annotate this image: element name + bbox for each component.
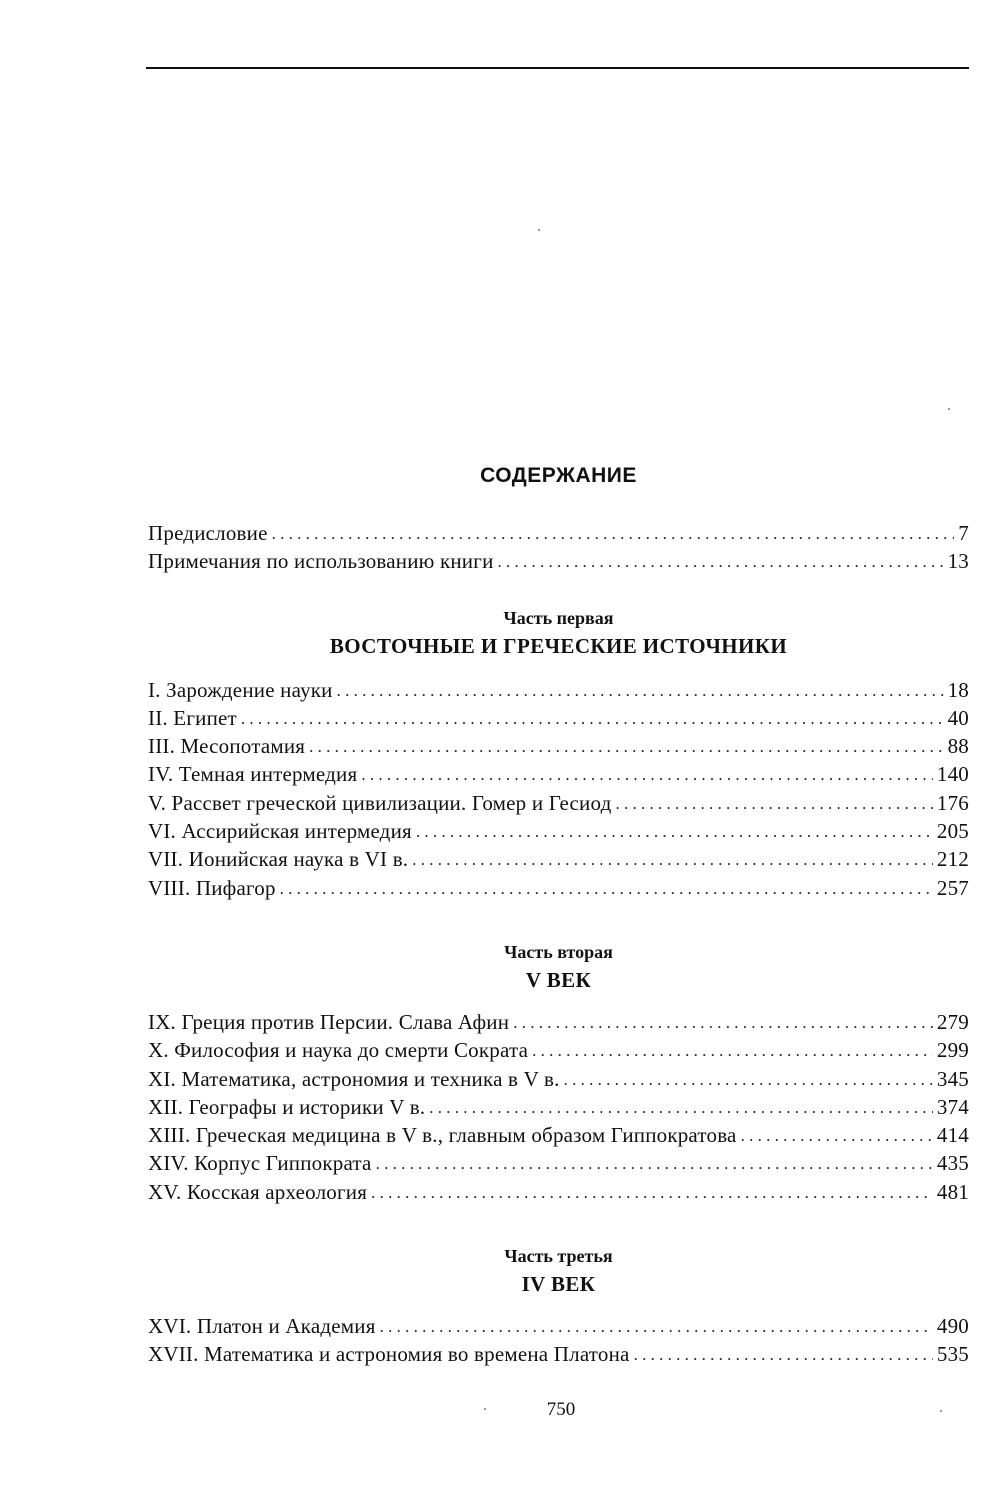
dot-leader xyxy=(498,547,944,575)
toc-entry-label: IV. Темная интермедия xyxy=(148,762,358,787)
toc-entry[interactable] xyxy=(148,1094,969,1122)
dot-leader xyxy=(615,789,932,817)
part-title: V ВЕК xyxy=(525,967,592,992)
toc-entry-label: III. Месопотамия xyxy=(148,734,306,759)
toc-entry[interactable] xyxy=(148,818,969,846)
toc-entry[interactable] xyxy=(148,677,969,705)
toc-entry[interactable] xyxy=(148,1009,969,1037)
dot-leader xyxy=(416,817,933,845)
part-one xyxy=(148,605,969,903)
toc-entry-label: XV. Косская археология xyxy=(148,1179,368,1204)
table-of-contents xyxy=(148,462,969,1370)
toc-entry-page: 374 xyxy=(936,1094,969,1119)
toc-entry-page: 279 xyxy=(936,1009,969,1034)
dot-leader xyxy=(532,1036,933,1064)
toc-entry-page: 414 xyxy=(936,1123,969,1148)
toc-entry[interactable] xyxy=(148,875,969,903)
dot-leader xyxy=(634,1340,933,1368)
dot-leader xyxy=(513,1008,933,1036)
toc-entry-label: I. Зарождение науки xyxy=(148,677,333,702)
toc-entry[interactable] xyxy=(148,520,969,548)
toc-entry-page: 18 xyxy=(947,677,969,702)
dot-leader xyxy=(337,676,944,704)
dot-leader xyxy=(412,845,933,873)
dot-leader xyxy=(376,1149,933,1177)
toc-entry-label: Предисловие xyxy=(148,521,268,545)
toc-entry[interactable] xyxy=(148,1179,969,1207)
part-heading: Часть третья xyxy=(504,1246,613,1267)
toc-entry-page: 257 xyxy=(936,875,969,900)
toc-entry-label: IX. Греция против Персии. Слава Афин xyxy=(148,1009,510,1034)
toc-entry[interactable] xyxy=(148,1150,969,1178)
dot-leader xyxy=(741,1121,933,1149)
part-two xyxy=(148,939,969,1207)
toc-entry[interactable] xyxy=(148,1313,969,1341)
toc-entry-label: XIV. Корпус Гиппократа xyxy=(148,1151,372,1176)
toc-entry-page: 345 xyxy=(936,1066,969,1091)
toc-entry-page: 299 xyxy=(936,1038,969,1063)
page-number: 750 xyxy=(546,1399,576,1420)
toc-entry-page: 88 xyxy=(947,734,969,759)
dot-leader xyxy=(371,1178,933,1206)
toc-entry-page: 490 xyxy=(936,1314,969,1339)
toc-entry-page: 176 xyxy=(936,790,969,815)
toc-entry[interactable] xyxy=(148,846,969,874)
chapter-list xyxy=(148,677,969,903)
toc-entry-label: Примечания по использованию книги xyxy=(148,549,494,574)
toc-entry[interactable] xyxy=(148,733,969,761)
part-title: IV ВЕК xyxy=(521,1272,596,1297)
dot-leader xyxy=(280,874,933,902)
dot-leader xyxy=(429,1093,933,1121)
dot-leader xyxy=(564,1065,933,1093)
toc-entry-label: X. Философия и наука до смерти Сократа xyxy=(148,1038,529,1063)
toc-entry-page: 140 xyxy=(936,762,969,787)
toc-entry[interactable] xyxy=(148,761,969,789)
scan-speck xyxy=(948,408,950,410)
toc-entry-label: XIII. Греческая медицина в V в., главным образом Гиппократова xyxy=(148,1123,737,1148)
toc-entry-page: 40 xyxy=(947,705,969,730)
chapter-list xyxy=(148,1313,969,1370)
dot-leader xyxy=(241,704,944,732)
toc-entry[interactable] xyxy=(148,1122,969,1150)
top-rule xyxy=(146,67,969,69)
toc-entry-page: 13 xyxy=(947,549,969,574)
dot-leader xyxy=(380,1312,933,1340)
toc-entry-page: 7 xyxy=(958,521,969,545)
toc-entry[interactable] xyxy=(148,1341,969,1369)
toc-entry-label: XVII. Математика и астрономия во времена Платона xyxy=(148,1342,630,1367)
toc-entry-page: 212 xyxy=(936,847,969,872)
toc-entry[interactable] xyxy=(148,1066,969,1094)
dot-leader xyxy=(361,760,933,788)
part-heading: Часть первая xyxy=(503,607,614,628)
part-heading: Часть вторая xyxy=(504,941,613,962)
toc-entry-page: 435 xyxy=(936,1151,969,1176)
toc-entry-page: 205 xyxy=(936,819,969,844)
toc-entry-label: VI. Ассирийская интермедия xyxy=(148,819,412,844)
toc-entry[interactable] xyxy=(148,548,969,576)
toc-entry-label: XII. Географы и историки V в. xyxy=(148,1094,426,1119)
toc-entry-label: II. Египет xyxy=(148,705,237,730)
toc-title: СОДЕРЖАНИЕ xyxy=(480,464,637,487)
toc-entry-label: XI. Математика, астрономия и техника в V в. xyxy=(148,1066,560,1091)
part-title: ВОСТОЧНЫЕ И ГРЕЧЕСКИЕ ИСТОЧНИКИ xyxy=(329,633,788,658)
toc-entry-label: VII. Ионийская наука в VI в. xyxy=(148,847,409,872)
toc-entry[interactable] xyxy=(148,705,969,733)
toc-entry-page: 535 xyxy=(936,1342,969,1367)
toc-entry[interactable] xyxy=(148,790,969,818)
toc-entry-label: VIII. Пифагор xyxy=(148,875,276,900)
toc-entry[interactable] xyxy=(148,1037,969,1065)
toc-entry-page: 481 xyxy=(936,1179,969,1204)
chapter-list xyxy=(148,1009,969,1207)
front-matter-list xyxy=(148,520,969,577)
dot-leader xyxy=(309,732,943,760)
toc-entry-label: V. Рассвет греческой цивилизации. Гомер и Гесиод xyxy=(148,790,612,815)
part-three xyxy=(148,1243,969,1370)
dot-leader xyxy=(272,519,955,547)
toc-entry-label: XVI. Платон и Академия xyxy=(148,1314,376,1339)
scan-speck xyxy=(538,229,540,231)
